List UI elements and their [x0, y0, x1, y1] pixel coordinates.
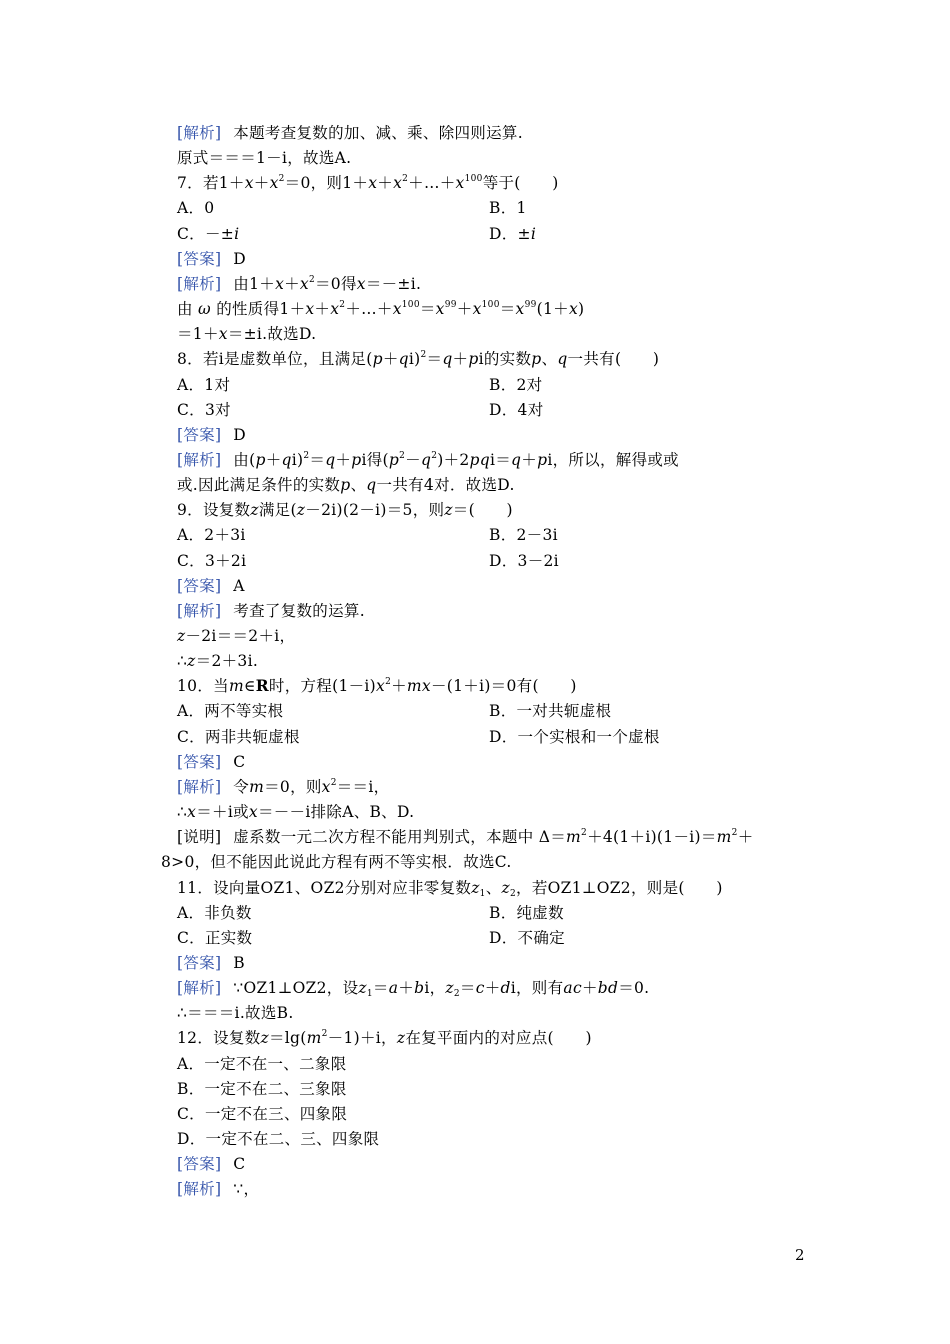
line-content: ∵， [233, 1180, 260, 1198]
text-line [177, 601, 365, 621]
text-line [177, 676, 577, 696]
line-content: ∴＝＝＝i.故选B. [177, 1004, 294, 1022]
option-right: D．4对 [489, 401, 544, 419]
line-content: 10．当m∈R时，方程$(1-i)x^2+mx-(1+i)=0$有( ) [177, 676, 577, 695]
section-tag: [解析] [177, 1180, 222, 1198]
section-tag: [解析] [177, 124, 222, 142]
text-line [177, 827, 754, 847]
line-content: B [233, 954, 245, 972]
option-left: C．两非共轭虚根 [177, 728, 300, 746]
section-tag: [答案] [177, 426, 222, 444]
line-content: 12．设复数$z=\lg(m^2-1)+i$，z在复平面内的对应点( ) [177, 1029, 592, 1047]
line-content: D．一定不在二、三、四象限 [177, 1130, 380, 1148]
option-left: A．两不等实根 [177, 702, 284, 720]
text-line [177, 425, 246, 445]
option-right: B．2－3i [489, 526, 558, 544]
option-left: A．0 [177, 199, 215, 217]
line-content: 原式＝＝＝1－i，故选A. [177, 149, 352, 167]
section-tag: [解析] [177, 451, 222, 469]
text-line [177, 1079, 347, 1099]
option-right: B．纯虚数 [489, 904, 564, 922]
line-content: C [233, 1155, 246, 1173]
text-line [177, 349, 659, 369]
section-tag: [答案] [177, 250, 222, 268]
text-line [177, 500, 513, 520]
text-line [177, 475, 515, 495]
line-content: D [233, 426, 247, 444]
section-tag: [解析] [177, 275, 222, 293]
option-left: C．正实数 [177, 929, 253, 947]
text-line [177, 274, 421, 294]
text-line [177, 1154, 245, 1174]
option-left: A．2＋3i [177, 526, 246, 544]
text-line [177, 953, 245, 973]
line-content: 8>0，但不能因此说此方程有两不等实根．故选C. [161, 853, 512, 871]
option-right: D．3－2i [489, 552, 559, 570]
line-content: B．一定不在二、三象限 [177, 1080, 347, 1098]
line-content: 本题考查复数的加、减、乘、除四则运算. [233, 124, 523, 142]
section-tag: [答案] [177, 577, 222, 595]
option-left: C．－±i [177, 225, 240, 243]
line-content: ＝1＋x＝±i.故选D. [177, 325, 317, 343]
option-right: B．2对 [489, 376, 543, 394]
option-left: C．3对 [177, 401, 231, 419]
text-line [177, 576, 245, 596]
note-tag: [说明] [177, 828, 222, 846]
line-content: 考查了复数的运算. [233, 602, 365, 620]
text-line [177, 1129, 379, 1149]
section-tag: [答案] [177, 1155, 222, 1173]
text-line [177, 651, 258, 671]
option-left: A．1对 [177, 376, 231, 394]
line-content: 或.因此满足条件的实数p、q一共有4对．故选D. [177, 476, 515, 494]
option-right: D．一个实根和一个虚根 [489, 728, 660, 746]
text-line [177, 777, 389, 797]
line-content: 9．设复数z满足(z－2i)(2－i)＝5，则z＝( ) [177, 501, 513, 519]
line-content: D [233, 250, 247, 268]
section-tag: [解析] [177, 778, 222, 796]
section-tag: [答案] [177, 753, 222, 771]
page-number: 2 [795, 1246, 805, 1264]
line-content: A．一定不在一、二象限 [177, 1055, 347, 1073]
line-content: 由$1+x+x^2=0$得x＝－±i. [233, 275, 422, 293]
text-line [177, 802, 414, 822]
text-line [177, 1179, 259, 1199]
section-tag: [答案] [177, 954, 222, 972]
line-content: 8．若i是虚数单位，且满足$(p+qi)^2=q+pi$的实数p、q一共有( ) [177, 350, 660, 368]
line-content: 令m＝0，则$x^2==i$， [233, 778, 390, 796]
text-line [177, 148, 351, 168]
text-line [177, 752, 245, 772]
line-content: 11．设向量OZ1、OZ2分别对应非零复数$z_1$、$z_2$，若OZ1⊥OZ2，则是( ) [177, 879, 723, 899]
option-right: D．±i [489, 225, 537, 243]
text-line [177, 324, 316, 344]
line-content: C [233, 753, 246, 771]
line-content: z－2i＝＝2＋i， [177, 627, 296, 645]
text-line [177, 978, 649, 998]
line-content: 由$(p+qi)^2=q+pi$得$(p^2-q^2)+2pqi=q+pi$，所以，解得或或 [233, 451, 679, 469]
text-line [177, 173, 559, 193]
line-content: 虚系数一元二次方程不能用判别式，本题中 $\Delta=m^2+4(1+i)(1-i)=m^2+$ [233, 828, 754, 846]
text-line [177, 1104, 347, 1124]
line-content: A [233, 577, 245, 595]
option-left: C．3＋2i [177, 552, 247, 570]
text-line [161, 852, 512, 872]
text-line [177, 1054, 347, 1074]
line-content: C．一定不在三、四象限 [177, 1105, 348, 1123]
section-tag: [解析] [177, 602, 222, 620]
text-line [177, 123, 523, 143]
text-line [177, 626, 295, 646]
option-left: A．非负数 [177, 904, 252, 922]
line-content: 7．若$1+x+x^2=0$，则$1+x+x^2+\dots+x^{100}$等于( ) [177, 174, 559, 192]
line-content: ∵OZ1⊥OZ2，设$z_1=a+bi$，$z_2=c+di$，则有ac＋bd＝0. [233, 979, 650, 999]
option-right: B．1 [489, 199, 527, 217]
line-content: 由 ω 的性质得$1+x+x^2+\dots+x^{100}=x^{99}+x^{100}=x^{99}(1+x)$ [177, 300, 585, 318]
section-tag: [解析] [177, 979, 222, 997]
text-line [177, 450, 679, 470]
text-line [177, 299, 584, 319]
option-right: D．不确定 [489, 929, 565, 947]
text-line [177, 1003, 294, 1023]
line-content: ∴z＝2＋3i. [177, 652, 259, 670]
line-content: ∴x＝＋i或x＝－－i排除A、B、D. [177, 803, 415, 821]
option-right: B．一对共轭虚根 [489, 702, 612, 720]
text-line [177, 249, 246, 269]
text-line [177, 878, 723, 898]
text-line [177, 1028, 592, 1048]
